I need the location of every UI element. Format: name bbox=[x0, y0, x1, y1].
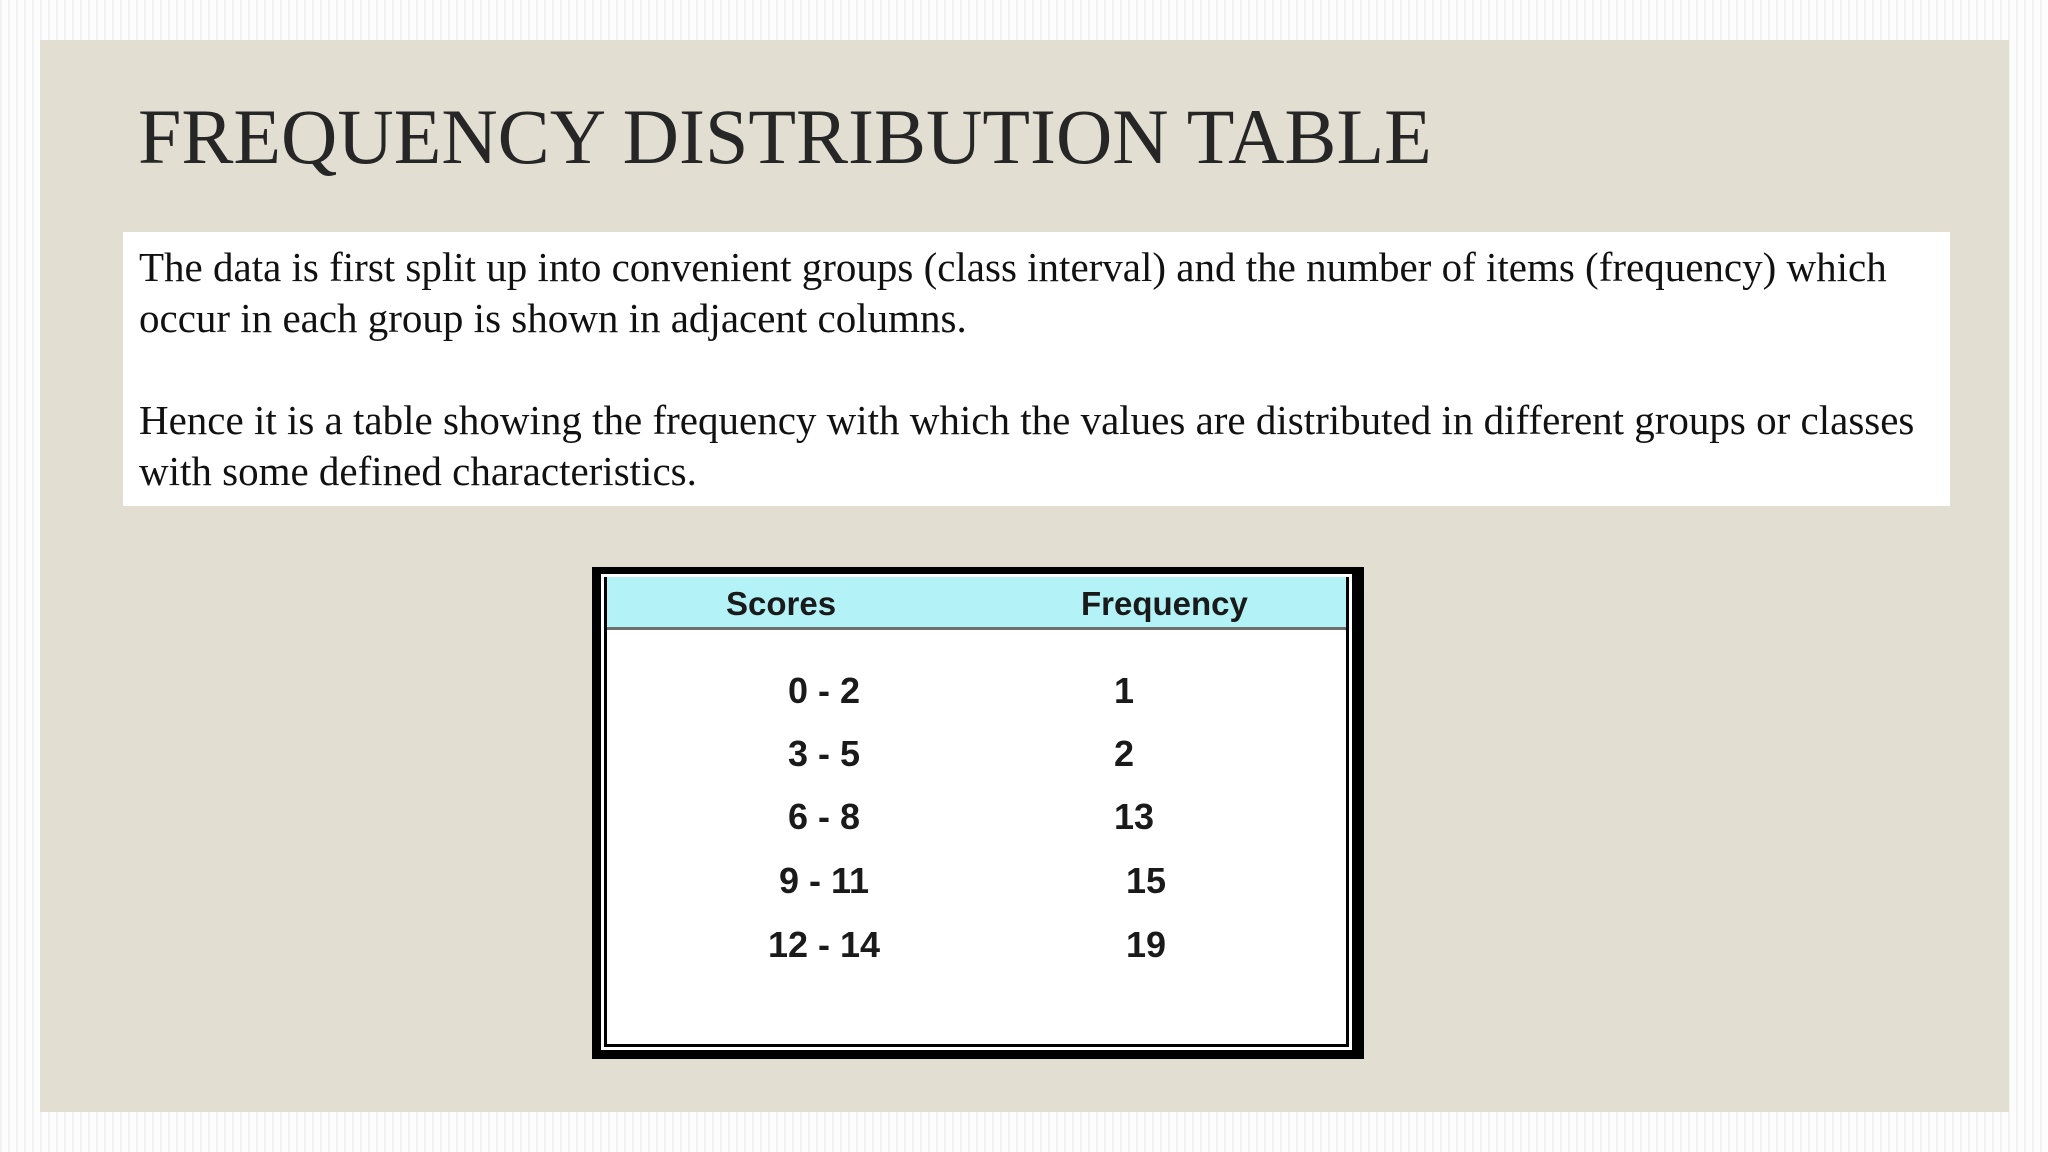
frequency-cell: 13 bbox=[1114, 796, 1155, 837]
score-cell: 6 - 8 bbox=[787, 796, 861, 837]
frequency-cell: 2 bbox=[1114, 733, 1135, 774]
score-cell: 3 - 5 bbox=[787, 733, 861, 774]
column-header-frequency: Frequency bbox=[1081, 585, 1248, 622]
column-header-scores: Scores bbox=[726, 585, 837, 622]
frequency-table bbox=[601, 574, 1352, 1050]
frequency-table-image bbox=[592, 567, 1364, 1059]
text-box bbox=[123, 232, 1950, 506]
slide-title: FREQUENCY DISTRIBUTION TABLE bbox=[138, 93, 1432, 180]
score-cell: 12 - 14 bbox=[767, 924, 881, 965]
frequency-cell: 15 bbox=[1126, 860, 1167, 901]
paragraph-summary: Hence it is a table showing the frequency with which the values are distributed in different groups or classes with some defined characteristics. bbox=[139, 397, 1915, 494]
frequency-cell: 19 bbox=[1126, 924, 1167, 965]
slide bbox=[40, 40, 2009, 1112]
paragraph-definition: The data is first split up into convenient groups (class interval) and the number of items (frequency) which occur in each group is shown in adjacent columns. bbox=[139, 244, 1887, 341]
table-inner-border bbox=[604, 577, 1349, 1047]
score-cell: 9 - 11 bbox=[778, 860, 870, 901]
score-cell: 0 - 2 bbox=[787, 670, 861, 711]
frequency-cell: 1 bbox=[1114, 670, 1135, 711]
